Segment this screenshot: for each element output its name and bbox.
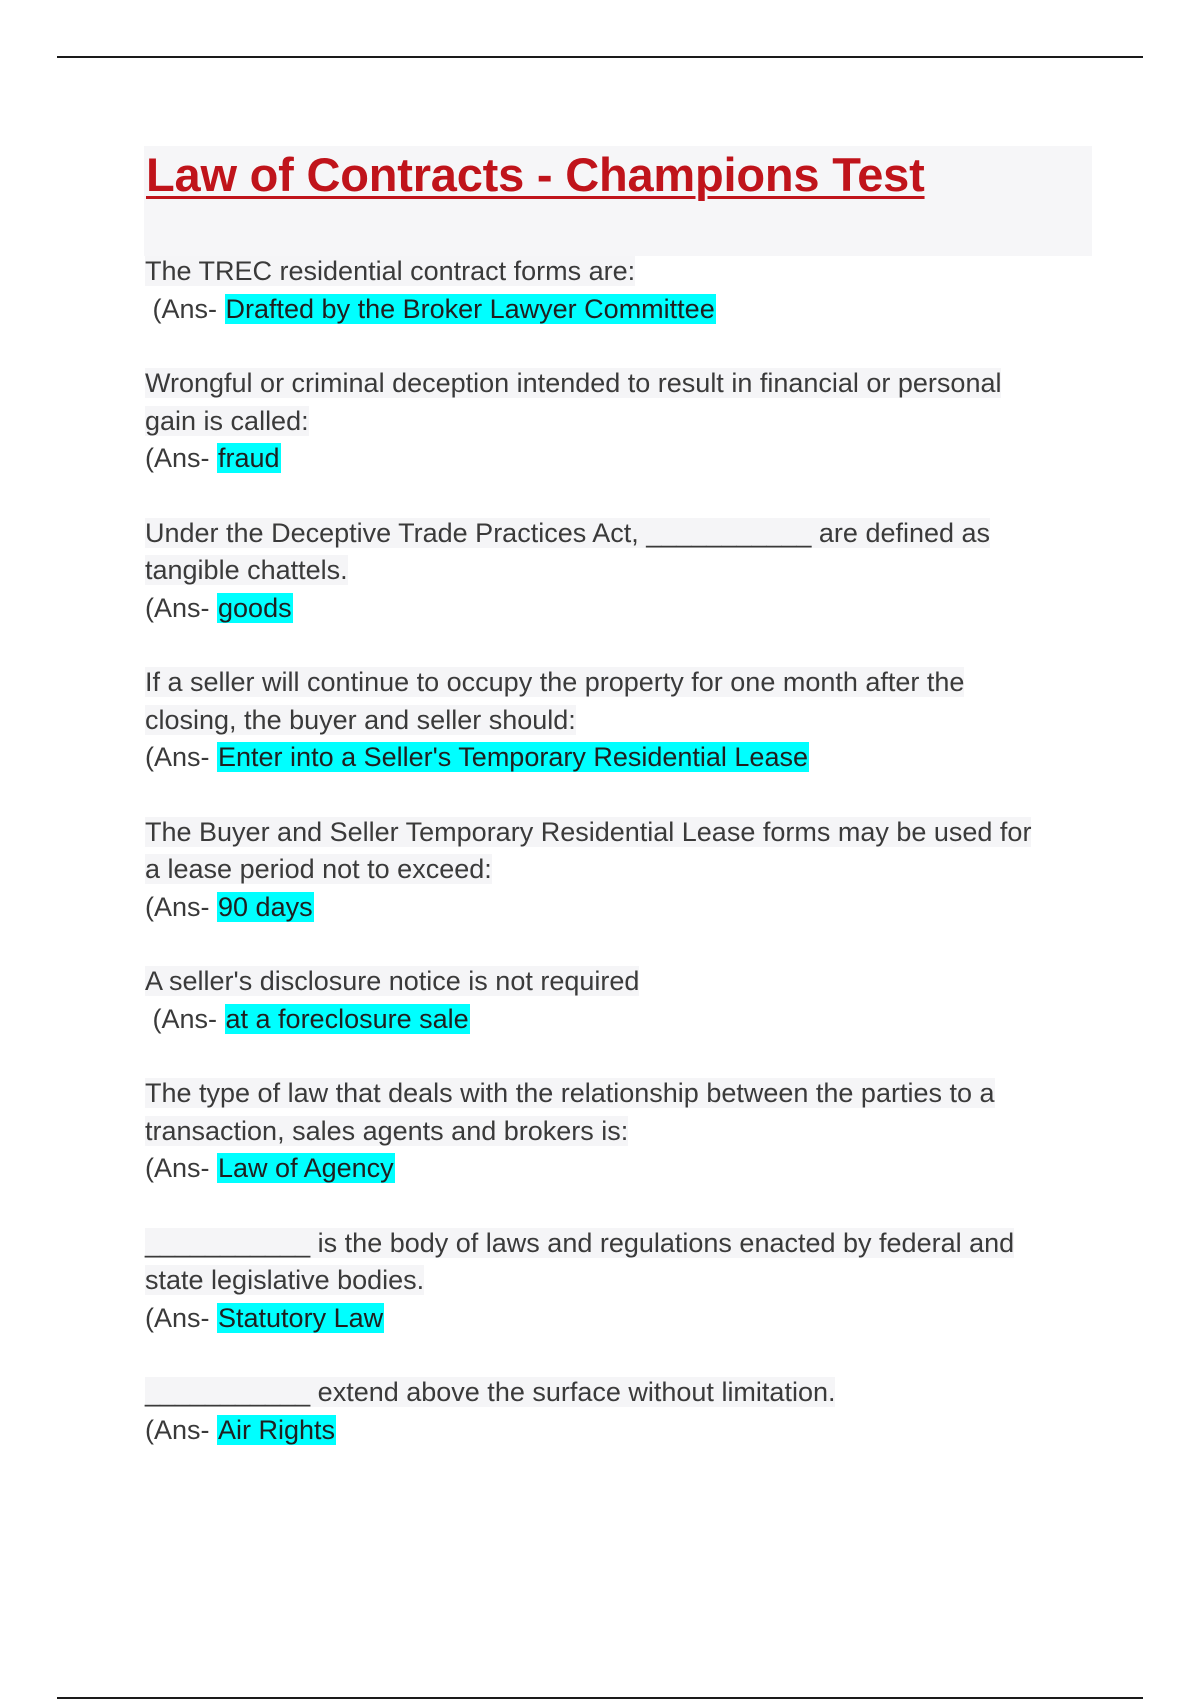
question-line: A seller's disclosure notice is not required [145, 966, 640, 996]
answer-prefix: (Ans- [145, 1003, 225, 1034]
qa-item [145, 1374, 1105, 1449]
qa-list [145, 253, 1105, 1486]
qa-item [145, 814, 1105, 927]
question-line: state legislative bodies. [145, 1265, 425, 1295]
answer-line [145, 440, 1105, 478]
qa-item [145, 1225, 1105, 1338]
answer-highlight: Drafted by the Broker Lawyer Committee [225, 293, 715, 324]
question-line: tangible chattels. [145, 555, 348, 585]
answer-line [145, 889, 1105, 927]
answer-prefix: (Ans- [145, 891, 218, 922]
qa-item [145, 365, 1105, 478]
answer-highlight: 90 days [218, 891, 313, 922]
answer-highlight: goods [218, 592, 292, 623]
answer-highlight: fraud [218, 443, 280, 473]
answer-prefix: (Ans- [145, 1153, 218, 1183]
answer-line [145, 739, 1105, 777]
top-rule [57, 56, 1143, 58]
answer-prefix: (Ans- [145, 592, 218, 623]
question-line: transaction, sales agents and brokers is: [145, 1115, 629, 1146]
answer-highlight: Enter into a Seller's Temporary Residential Lease [218, 742, 808, 772]
question-line: gain is called: [145, 405, 309, 436]
answer-highlight: at a foreclosure sale [225, 1003, 469, 1034]
document-title: Law of Contracts - Champions Test [146, 148, 925, 201]
question-line: Wrongful or criminal deception intended to result in financial or personal [145, 368, 1002, 398]
qa-item [145, 515, 1105, 628]
question-line: The TREC residential contract forms are: [145, 256, 636, 286]
question-line: ___________ extend above the surface without limitation. [145, 1377, 836, 1407]
question-line: closing, the buyer and seller should: [145, 704, 576, 735]
answer-prefix: (Ans- [145, 443, 218, 473]
answer-line [145, 291, 1105, 329]
answer-highlight: Statutory Law [218, 1302, 384, 1333]
bottom-rule [57, 1697, 1143, 1699]
qa-item [145, 253, 1105, 328]
answer-prefix: (Ans- [145, 1302, 218, 1333]
qa-item [145, 963, 1105, 1038]
answer-prefix: (Ans- [145, 1414, 218, 1445]
qa-item [145, 1075, 1105, 1188]
answer-line [145, 1300, 1105, 1338]
question-line: The type of law that deals with the relationship between the parties to a [145, 1078, 995, 1108]
question-line: The Buyer and Seller Temporary Residential Lease forms may be used for [145, 816, 1032, 847]
answer-prefix: (Ans- [145, 742, 218, 772]
answer-line [145, 1150, 1105, 1188]
question-line: If a seller will continue to occupy the property for one month after the [145, 667, 965, 697]
answer-line [145, 1001, 1105, 1039]
question-line: a lease period not to exceed: [145, 854, 492, 884]
answer-highlight: Air Rights [218, 1414, 336, 1445]
qa-item [145, 664, 1105, 777]
answer-line [145, 1412, 1105, 1450]
question-line: Under the Deceptive Trade Practices Act, ___________ are defined as [145, 517, 991, 548]
answer-highlight: Law of Agency [218, 1153, 394, 1183]
answer-line [145, 590, 1105, 628]
question-line: ___________ is the body of laws and regulations enacted by federal and [145, 1227, 1015, 1258]
answer-prefix: (Ans- [145, 293, 225, 324]
